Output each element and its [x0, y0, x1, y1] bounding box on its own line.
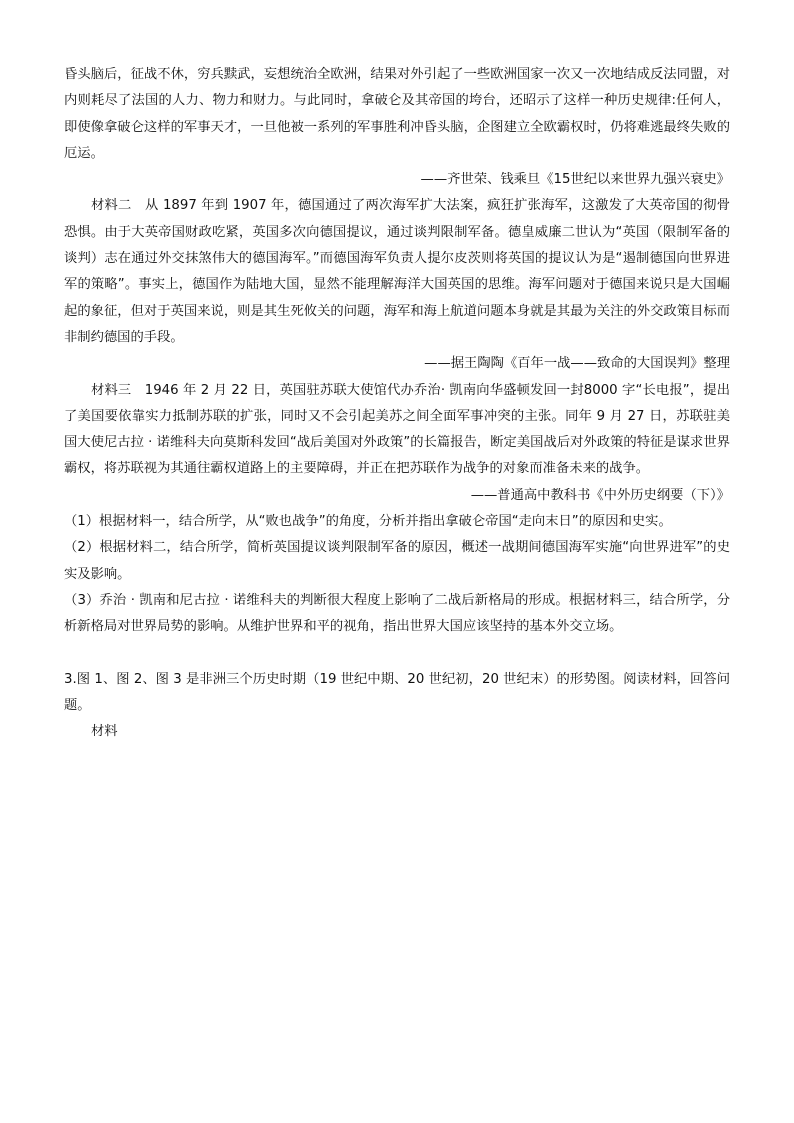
problem-three-stem: 3.图 1、图 2、图 3 是非洲三个历史时期（19 世纪中期、20 世纪初，20 世纪末）的形势图。阅读材料，回答问题。 — [64, 671, 730, 713]
material-two-source: ——据王陶陶《百年一战——致命的大国误判》整理 — [424, 356, 730, 372]
material-one-source: ——齐世荣、钱乘旦《15世纪以来世界九强兴衰史》 — [420, 172, 730, 188]
section-gap — [64, 641, 730, 667]
question-three: （3）乔治 · 凯南和尼古拉 · 诺维科夫的判断很大程度上影响了二战后新格局的形成。根据材料三，结合所学，分析新格局对世界局势的影响。从维护世界和平的视角，指出世界大国应该坚持的基本外交立场。 — [64, 592, 730, 635]
document-body — [64, 62, 730, 745]
material-two: 材料二 从 1897 年到 1907 年，德国通过了两次海军扩大法案，疯狂扩张海军，这激发了大英帝国的彻骨恐惧。由于大英帝国财政吃紧，英国多次向德国提议，通过谈判限制军备。德皇威廉二世认为“英国（限制军备的谈判）志在通过外交抹煞伟大的德国海军。”而德国海军负责人提尔皮茨则将英国的提议认为是“遏制德国向世界进军的策略”。事实上，德国作为陆地大国，显然不能理解海洋大国英国的思维。海军问题对于德国来说只是大国崛起的象征，但对于英国来说，则是其生死攸关的问题，海军和海上航道问题本身就是其最为关注的外交政策目标而非制约德国的手段。 — [64, 198, 730, 345]
material-one-continuation: 昏头脑后，征战不休，穷兵黩武，妄想统治全欧洲，结果对外引起了一些欧洲国家一次又一次地结成反法同盟，对内则耗尽了法国的人力、物力和财力。与此同时，拿破仑及其帝国的垮台，还昭示了这样一种历史规律:任何人，即使像拿破仑这样的军事天才，一旦他被一系列的军事胜利冲昏头脑，企图建立全欧霸权时，仍将难逃最终失败的厄运。 — [64, 67, 730, 161]
material-three: 材料三 1946 年 2 月 22 日，英国驻苏联大使馆代办乔治· 凯南向华盛顿发回一封8000 字“长电报”，提出了美国要依靠实力抵制苏联的扩张，同时又不会引起美苏之间全面军事冲突的主张。同年 9 月 27 日，苏联驻美国大使尼古拉 · 诺维科夫向莫斯科发回“战后美国对外政策”的长篇报告，断定美国战后对外政策的特征是谋求世界霸权，将苏联视为其通往霸权道路上的主要障碍，并正在把苏联作为战争的对象而准备未来的战争。 — [64, 382, 730, 477]
question-one: （1）根据材料一，结合所学，从“败也战争”的角度，分析并指出拿破仑帝国“走向末日”的原因和史实。 — [64, 514, 672, 530]
material-label: 材料 — [91, 724, 118, 740]
material-three-source: ——普通高中教科书《中外历史纲要（下）》 — [470, 487, 730, 503]
question-two: （2）根据材料二，结合所学，简析英国提议谈判限制军备的原因，概述一战期间德国海军实施“向世界进军”的史实及影响。 — [64, 540, 730, 582]
